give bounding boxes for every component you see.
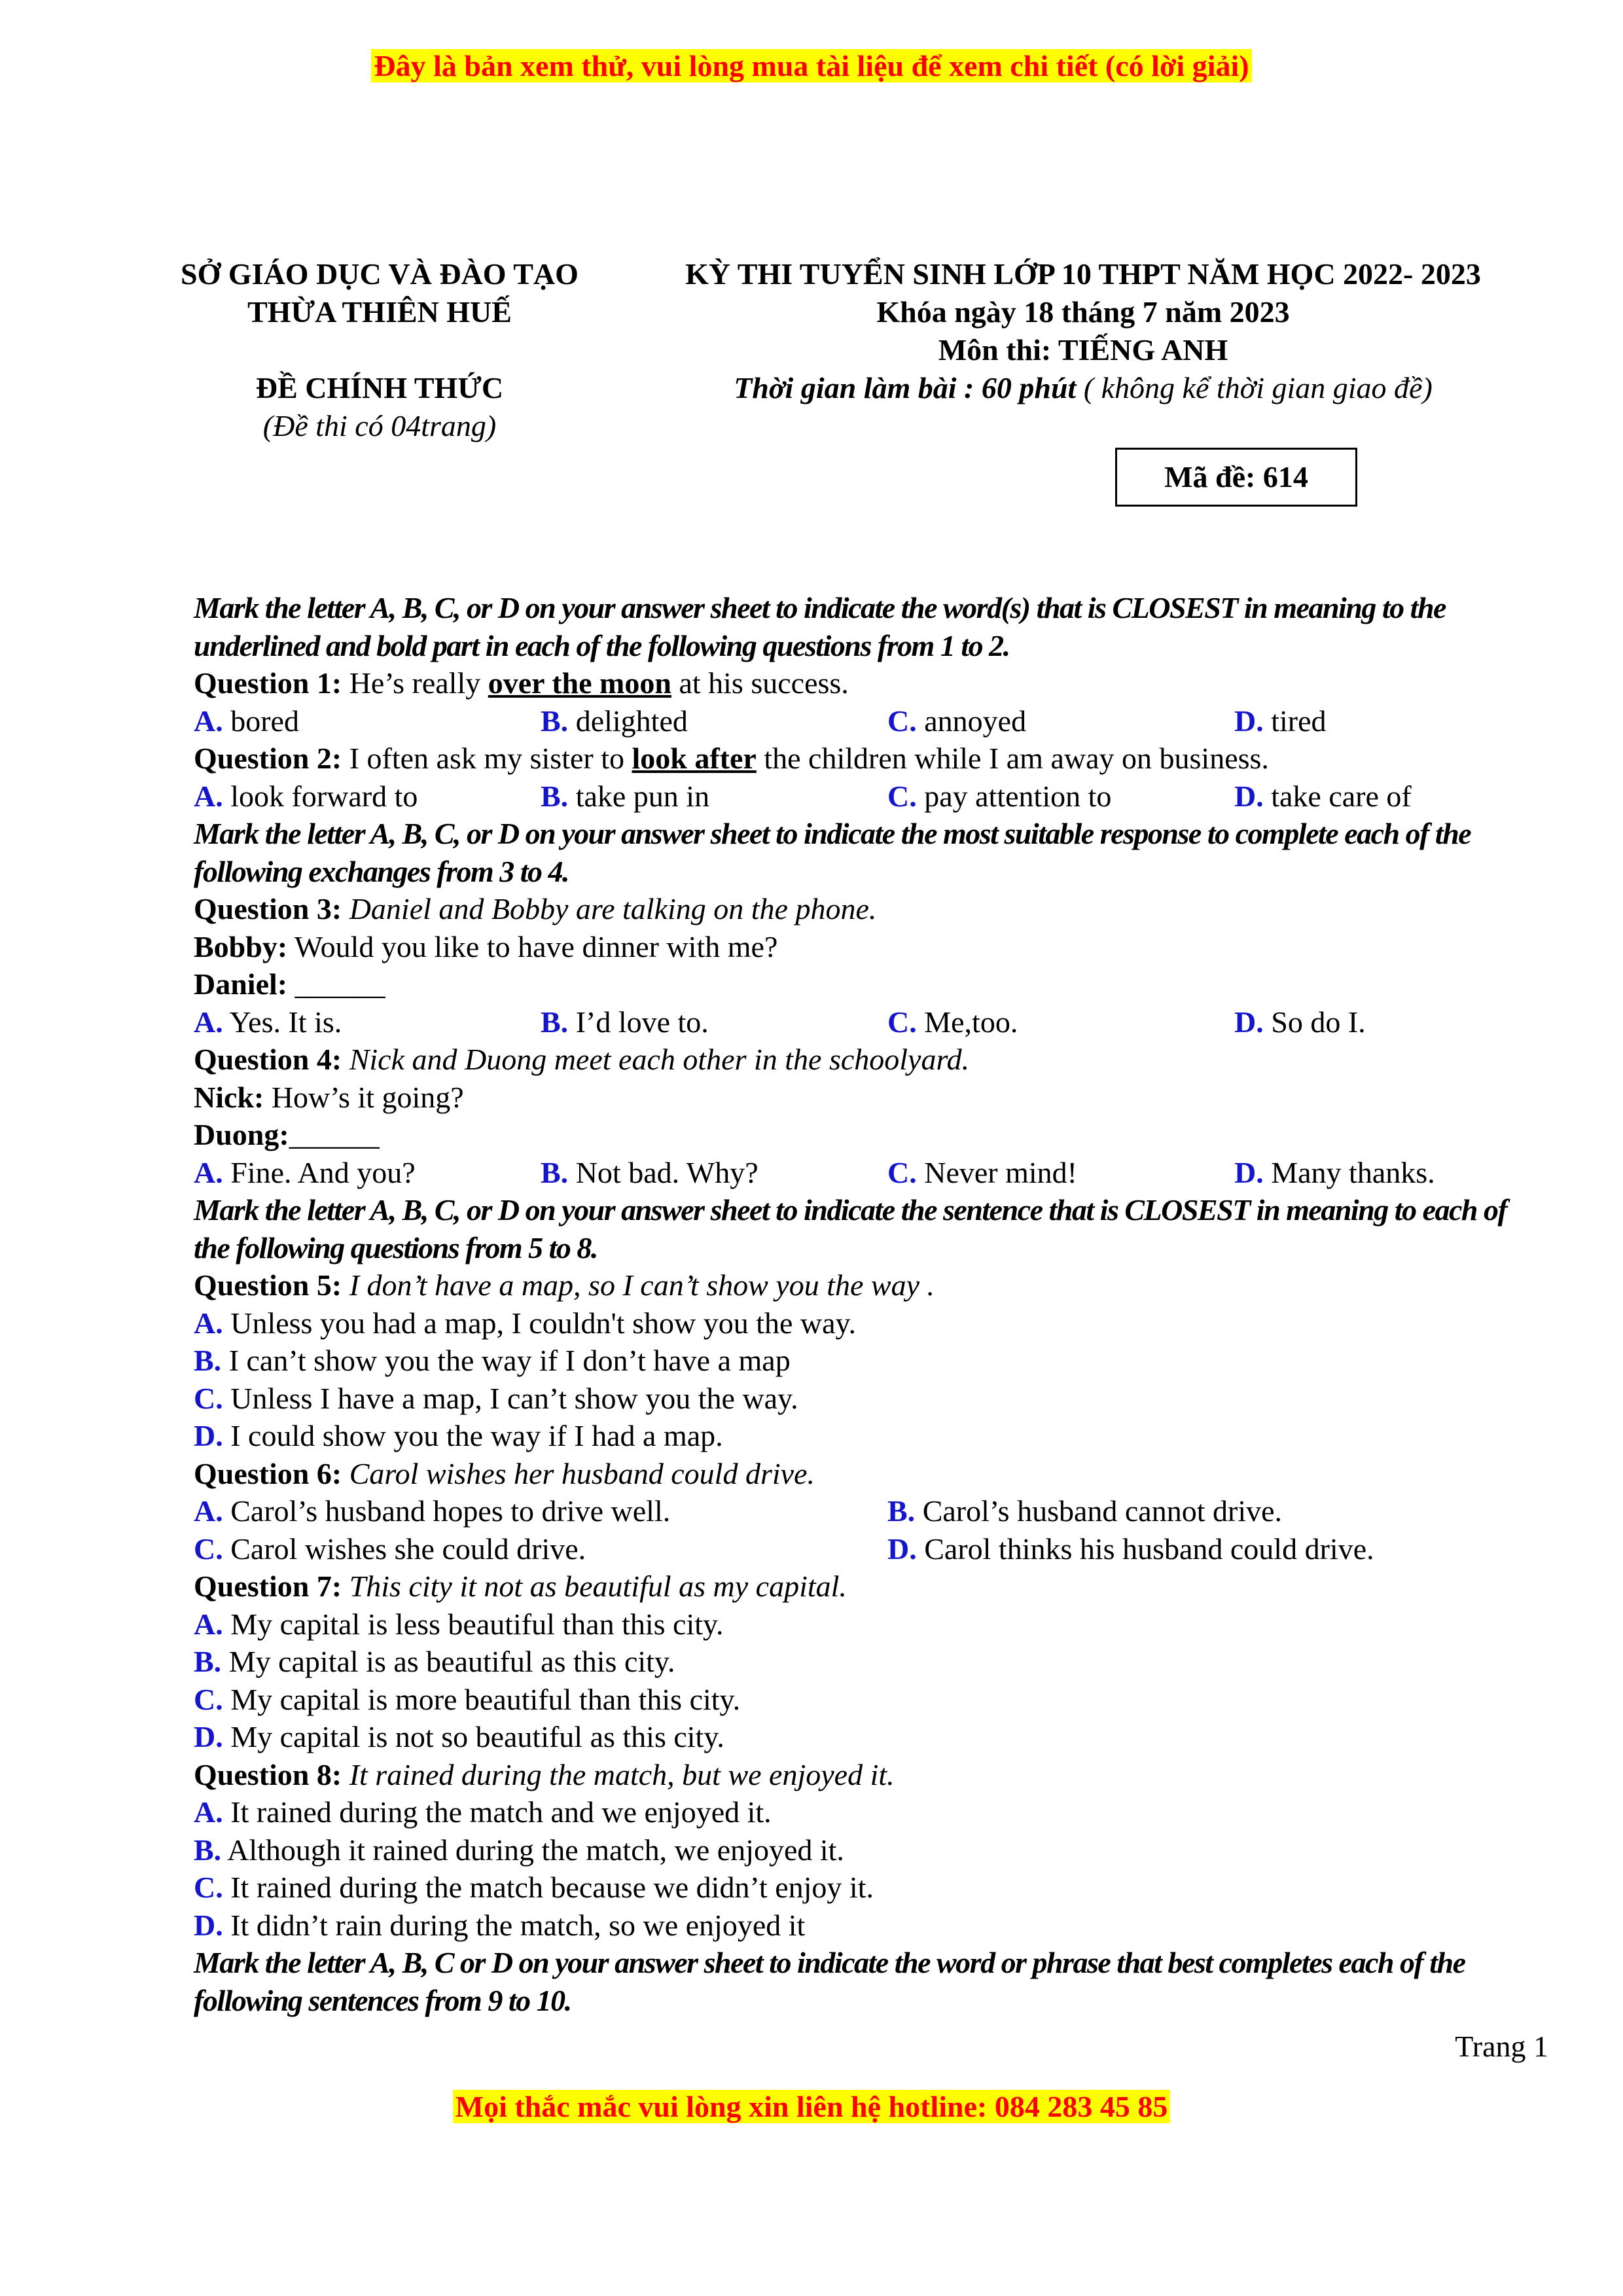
header-right xyxy=(615,255,1551,407)
text-segment: This city it not as beautiful as my capital. xyxy=(342,1570,847,1603)
question-label: Question 7: xyxy=(194,1570,342,1603)
question-1-options xyxy=(194,702,1548,740)
official-label: ĐỀ CHÍNH THỨC xyxy=(255,371,504,404)
text-segment: ______ xyxy=(289,1118,380,1151)
option-letter: B. xyxy=(541,1005,569,1039)
text-segment: So do I. xyxy=(1271,1005,1366,1039)
option-letter: C. xyxy=(194,1871,223,1904)
option-letter: C. xyxy=(887,1155,917,1189)
question-4-options xyxy=(194,1154,1548,1192)
option-c xyxy=(194,1530,887,1568)
option-a xyxy=(194,1304,1548,1342)
text-segment: Unless I have a map, I can’t show you the way. xyxy=(230,1381,798,1415)
text-segment: It rained during the match and we enjoyed it. xyxy=(230,1795,772,1829)
text-segment: Carol thinks his husband could drive. xyxy=(924,1532,1374,1566)
option-letter: B. xyxy=(194,1833,222,1867)
question-4-dialogue-2 xyxy=(194,1116,1548,1154)
option-letter: A. xyxy=(194,1306,223,1340)
text-segment: Daniel and Bobby are talking on the phone. xyxy=(342,892,877,925)
question-label: Question 8: xyxy=(194,1757,342,1791)
instruction-2: Mark the letter A, B, C, or D on your answer sheet to indicate the most suitable response to complete each of the following exchanges from 3 to 4. xyxy=(194,817,1471,888)
option-c xyxy=(887,1154,1234,1192)
option-a xyxy=(194,778,541,816)
text-segment: Many thanks. xyxy=(1271,1155,1435,1189)
option-letter: A. xyxy=(194,1795,223,1829)
exam-subject: Môn thi: TIẾNG ANH xyxy=(938,333,1228,367)
instruction-1: Mark the letter A, B, C, or D on your answer sheet to indicate the word(s) that is CLOSEST in meaning to the underlined and bold part in each of the following questions from 1 to 2. xyxy=(194,591,1446,662)
option-c xyxy=(194,1869,1548,1907)
option-d xyxy=(1234,702,1581,740)
option-d xyxy=(194,1417,1548,1455)
option-letter: C. xyxy=(887,779,917,813)
option-d xyxy=(1234,778,1581,816)
header-left xyxy=(151,255,609,445)
question-label: Nick: xyxy=(194,1080,264,1114)
question-label: Question 4: xyxy=(194,1043,342,1076)
text-segment: ______ xyxy=(287,967,385,1001)
option-letter: D. xyxy=(887,1532,917,1566)
question-label: Daniel: xyxy=(194,967,288,1001)
option-b xyxy=(194,1342,1548,1380)
question-4-dialogue-1 xyxy=(194,1079,1548,1117)
option-letter: B. xyxy=(541,1155,569,1189)
text-segment: annoyed xyxy=(924,704,1027,738)
text-segment: take care of xyxy=(1271,779,1412,813)
text-segment: My capital is as beautiful as this city. xyxy=(228,1645,675,1678)
text-segment: Carol’s husband hopes to drive well. xyxy=(230,1494,671,1528)
question-label: Question 1: xyxy=(194,666,342,700)
question-3 xyxy=(194,890,1548,928)
text-segment: pay attention to xyxy=(924,779,1112,813)
top-banner-text: Đây là bản xem thử, vui lòng mua tài liệu để xem chi tiết (có lời giải) xyxy=(371,49,1251,82)
option-letter: B. xyxy=(887,1494,916,1528)
text-segment: Not bad. Why? xyxy=(575,1155,758,1189)
question-4 xyxy=(194,1041,1548,1079)
question-label: Question 6: xyxy=(194,1456,342,1490)
text-segment: It rained during the match because we didn’t enjoy it. xyxy=(230,1871,874,1904)
text-segment: Carol’s husband cannot drive. xyxy=(922,1494,1283,1528)
option-b xyxy=(541,778,887,816)
option-letter: D. xyxy=(194,1720,223,1753)
option-letter: B. xyxy=(541,779,569,813)
text-segment: I often ask my sister to xyxy=(342,742,632,775)
text-segment: How’s it going? xyxy=(264,1080,464,1114)
text-segment: It didn’t rain during the match, so we enjoyed it xyxy=(230,1908,806,1942)
option-letter: B. xyxy=(194,1344,222,1377)
instruction-4: Mark the letter A, B, C or D on your answer sheet to indicate the word or phrase that best completes each of the following sentences from 9 to 10. xyxy=(194,1946,1465,2017)
option-letter: A. xyxy=(194,779,223,813)
text-segment: My capital is not so beautiful as this city. xyxy=(230,1720,724,1753)
text-segment: bored xyxy=(230,704,299,738)
option-letter: D. xyxy=(1234,1005,1264,1039)
exam-date: Khóa ngày 18 tháng 7 năm 2023 xyxy=(876,295,1290,329)
text-segment: look forward to xyxy=(230,779,418,813)
option-d xyxy=(1234,1003,1581,1041)
text-segment: Never mind! xyxy=(924,1155,1077,1189)
text-segment: I could show you the way if I had a map. xyxy=(230,1419,723,1452)
question-1 xyxy=(194,664,1548,702)
option-d xyxy=(887,1530,1581,1568)
duration-label: Thời gian làm bài : 60 phút xyxy=(734,371,1077,404)
question-3-dialogue-2 xyxy=(194,965,1548,1003)
option-letter: C. xyxy=(194,1532,223,1566)
text-segment: Carol wishes she could drive. xyxy=(230,1532,586,1566)
option-d xyxy=(1234,1154,1581,1192)
option-b xyxy=(541,1003,887,1041)
question-6-options-row-2 xyxy=(194,1530,1548,1568)
question-label: Question 2: xyxy=(194,742,342,775)
option-c xyxy=(194,1681,1548,1719)
text-segment: I’d love to. xyxy=(575,1005,709,1039)
page-number: Trang 1 xyxy=(1455,2030,1548,2063)
option-letter: A. xyxy=(194,1494,223,1528)
text-segment: I don’t have a map, so I can’t show you the way . xyxy=(342,1268,935,1302)
option-b xyxy=(541,702,887,740)
option-b xyxy=(194,1831,1548,1869)
text-segment: My capital is less beautiful than this city. xyxy=(230,1607,724,1641)
option-a xyxy=(194,1793,1548,1831)
text-segment: Would you like to have dinner with me? xyxy=(287,929,778,963)
option-b xyxy=(194,1643,1548,1681)
option-letter: B. xyxy=(194,1645,222,1678)
question-label: Bobby: xyxy=(194,929,288,963)
option-c xyxy=(194,1380,1548,1418)
exam-title: KỲ THI TUYỂN SINH LỚP 10 THPT NĂM HỌC 2022- 2023 xyxy=(685,257,1481,291)
option-letter: D. xyxy=(1234,704,1264,738)
question-2 xyxy=(194,740,1548,778)
text-segment: the children while I am away on business. xyxy=(756,742,1269,775)
question-7 xyxy=(194,1568,1548,1605)
bottom-banner-text: Mọi thắc mắc vui lòng xin liên hệ hotline: 084 283 45 85 xyxy=(453,2090,1171,2123)
option-letter: A. xyxy=(194,1155,223,1189)
option-a xyxy=(194,702,541,740)
text-segment: delighted xyxy=(575,704,688,738)
question-2-options xyxy=(194,778,1548,816)
department-name: SỞ GIÁO DỤC VÀ ĐÀO TẠO xyxy=(181,257,579,291)
option-letter: D. xyxy=(1234,1155,1264,1189)
option-letter: D. xyxy=(194,1908,223,1942)
option-letter: B. xyxy=(541,704,569,738)
text-segment: Unless you had a map, I couldn't show you the way. xyxy=(230,1306,857,1340)
text-segment: at his success. xyxy=(671,666,849,700)
text-segment: My capital is more beautiful than this city. xyxy=(230,1682,741,1716)
option-a xyxy=(194,1605,1548,1643)
option-letter: C. xyxy=(194,1381,223,1415)
text-segment: Yes. It is. xyxy=(229,1005,342,1039)
question-3-dialogue-1 xyxy=(194,928,1548,966)
province-name: THỪA THIÊN HUẾ xyxy=(247,295,512,329)
question-6 xyxy=(194,1455,1548,1493)
top-preview-banner xyxy=(0,47,1623,85)
question-5 xyxy=(194,1266,1548,1304)
option-a xyxy=(194,1492,887,1530)
page-count-note: (Đề thi có 04trang) xyxy=(262,409,497,442)
text-segment: I can’t show you the way if I don’t have a map xyxy=(228,1344,791,1377)
text-segment: tired xyxy=(1271,704,1327,738)
option-c xyxy=(887,1003,1234,1041)
exam-code-box: Mã đề: 614 xyxy=(1115,448,1357,507)
question-6-options-row-1 xyxy=(194,1492,1548,1530)
underlined-phrase: over the moon xyxy=(488,666,671,700)
text-segment: Although it rained during the match, we enjoyed it. xyxy=(227,1833,844,1867)
option-b xyxy=(541,1154,887,1192)
option-letter: D. xyxy=(194,1419,223,1452)
underlined-phrase: look after xyxy=(632,742,757,775)
text-segment: take pun in xyxy=(575,779,710,813)
option-letter: A. xyxy=(194,1005,223,1039)
question-label: Duong: xyxy=(194,1118,289,1151)
option-c xyxy=(887,778,1234,816)
text-segment: Fine. And you? xyxy=(230,1155,416,1189)
text-segment: Carol wishes her husband could drive. xyxy=(342,1456,815,1490)
option-a xyxy=(194,1154,541,1192)
question-8 xyxy=(194,1756,1548,1794)
option-c xyxy=(887,702,1234,740)
exam-content xyxy=(194,589,1548,2019)
text-segment: He’s really xyxy=(342,666,488,700)
option-letter: C. xyxy=(194,1682,223,1716)
option-letter: D. xyxy=(1234,779,1264,813)
option-d xyxy=(194,1907,1548,1945)
question-label: Question 3: xyxy=(194,892,342,925)
option-letter: C. xyxy=(887,704,917,738)
option-a xyxy=(194,1003,541,1041)
instruction-3: Mark the letter A, B, C, or D on your answer sheet to indicate the sentence that is CLOSEST in meaning to each of the following questions from 5 to 8. xyxy=(194,1193,1507,1265)
option-letter: C. xyxy=(887,1005,917,1039)
duration-note: ( không kể thời gian giao đề) xyxy=(1076,371,1433,404)
option-b xyxy=(887,1492,1581,1530)
text-segment: Me,too. xyxy=(924,1005,1018,1039)
option-letter: A. xyxy=(194,704,223,738)
question-3-options xyxy=(194,1003,1548,1041)
exam-duration xyxy=(615,369,1551,407)
text-segment: It rained during the match, but we enjoyed it. xyxy=(342,1757,895,1791)
option-d xyxy=(194,1718,1548,1756)
option-letter: A. xyxy=(194,1607,223,1641)
question-label: Question 5: xyxy=(194,1268,342,1302)
bottom-hotline-banner xyxy=(0,2088,1623,2126)
text-segment: Nick and Duong meet each other in the schoolyard. xyxy=(342,1043,970,1076)
